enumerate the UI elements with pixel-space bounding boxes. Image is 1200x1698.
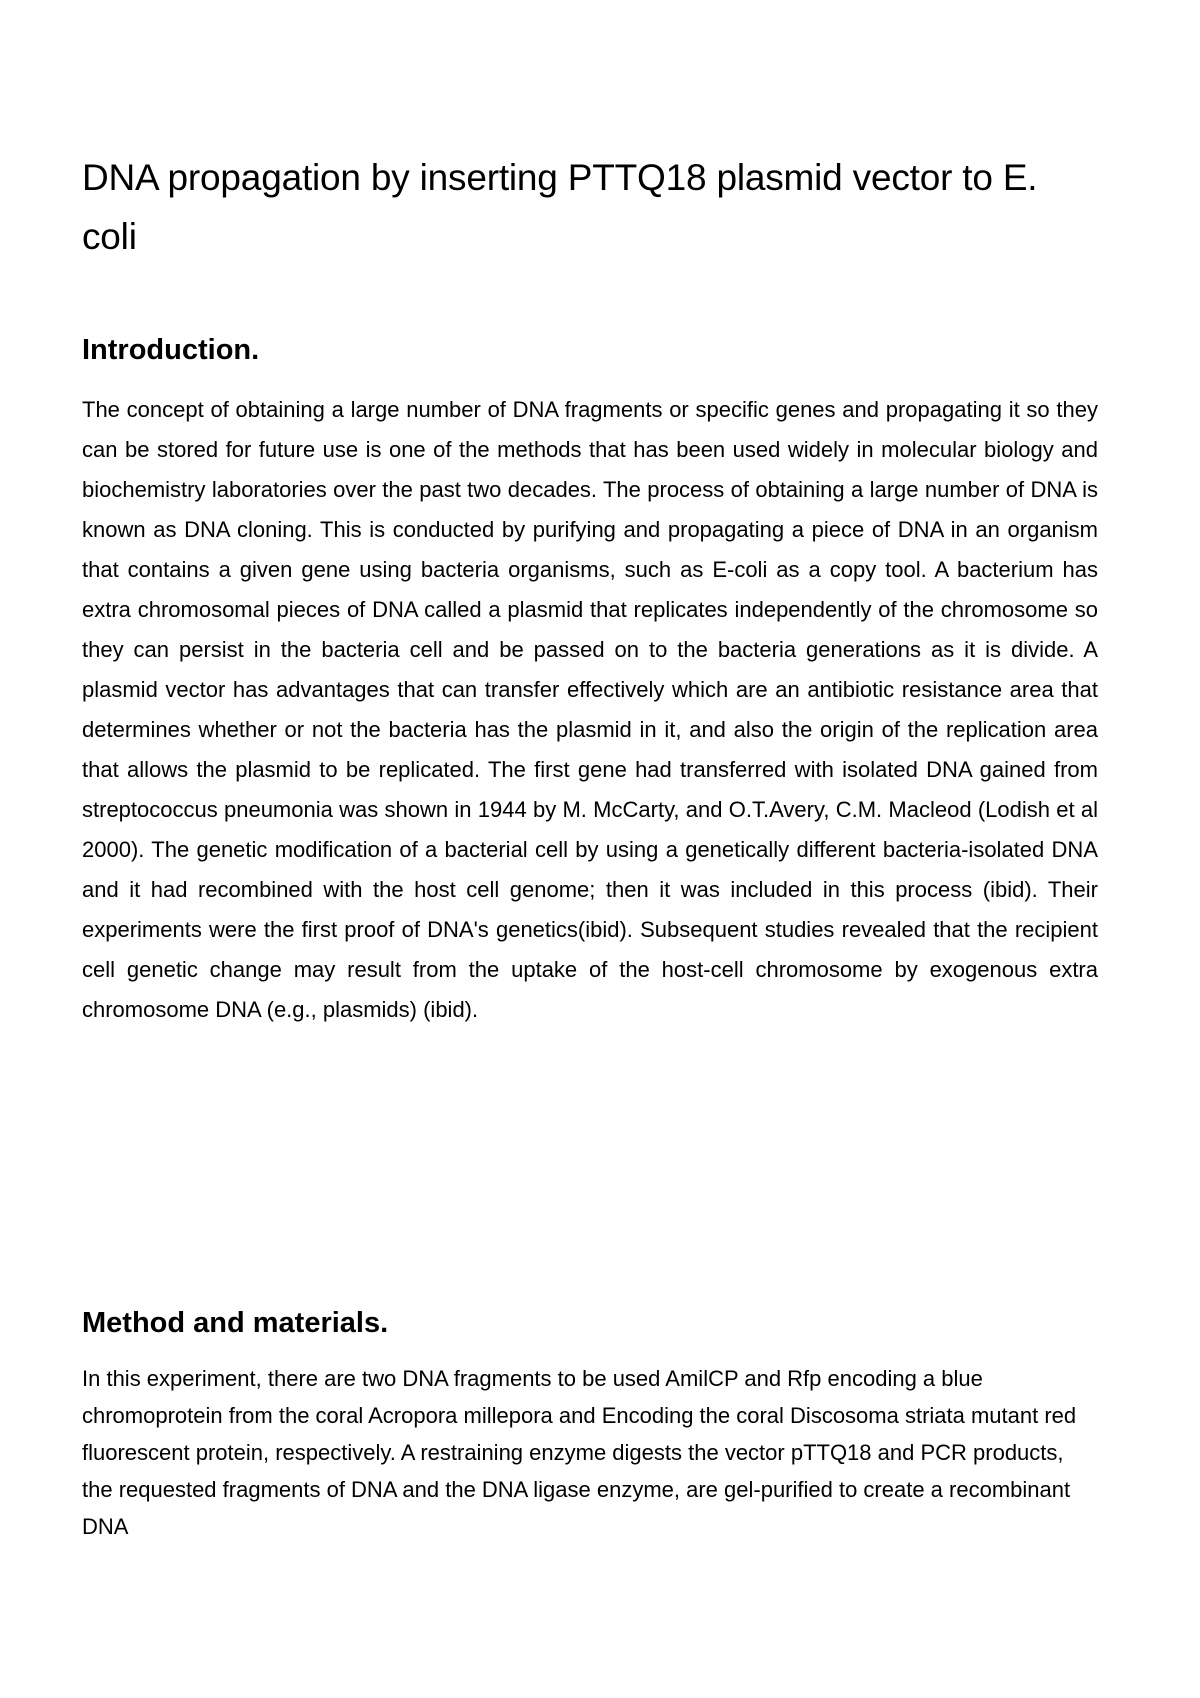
document-title: DNA propagation by inserting PTTQ18 plasmid vector to E. coli	[82, 157, 1038, 257]
method-materials-heading: Method and materials.	[82, 1307, 389, 1339]
introduction-paragraph: The concept of obtaining a large number of DNA fragments or specific genes and propagating it so they can be stored for future use is one of the methods that has been used widely in molecular biology and biochemistry laboratories over the past two decades. The process of obtaining a large number of DNA is known as DNA cloning. This is conducted by purifying and propagating a piece of DNA in an organism that contains a given gene using bacteria organisms, such as E-coli as a copy tool. A bacterium has extra chromosomal pieces of DNA called a plasmid that replicates independently of the chromosome so they can persist in the bacteria cell and be passed on to the bacteria generations as it is divide. A plasmid vector has advantages that can transfer effectively which are an antibiotic resistance area that determines whether or not the bacteria has the plasmid in it, and also the origin of the replication area that allows the plasmid to be replicated. The first gene had transferred with isolated DNA gained from streptococcus pneumonia was shown in 1944 by M. McCarty, and O.T.Avery, C.M. Macleod (Lodish et al 2000). The genetic modification of a bacterial cell by using a genetically different bacteria-isolated DNA and it had recombined with the host cell genome; then it was included in this process (ibid). Their experiments were the first proof of DNA's genetics(ibid). Subsequent studies revealed that the recipient cell genetic change may result from the uptake of the host-cell chromosome by exogenous extra chromosome DNA (e.g., plasmids) (ibid).	[82, 397, 1098, 1022]
method-materials-paragraph: In this experiment, there are two DNA fragments to be used AmilCP and Rfp encoding a blue chromoprotein from the coral Acropora millepora and Encoding the coral Discosoma striata mutant red fluorescent protein, respectively. A restraining enzyme digests the vector pTTQ18 and PCR products, the requested fragments of DNA and the DNA ligase enzyme, are gel-purified to create a recombinant DNA	[82, 1366, 1077, 1539]
introduction-heading: Introduction.	[82, 334, 260, 366]
